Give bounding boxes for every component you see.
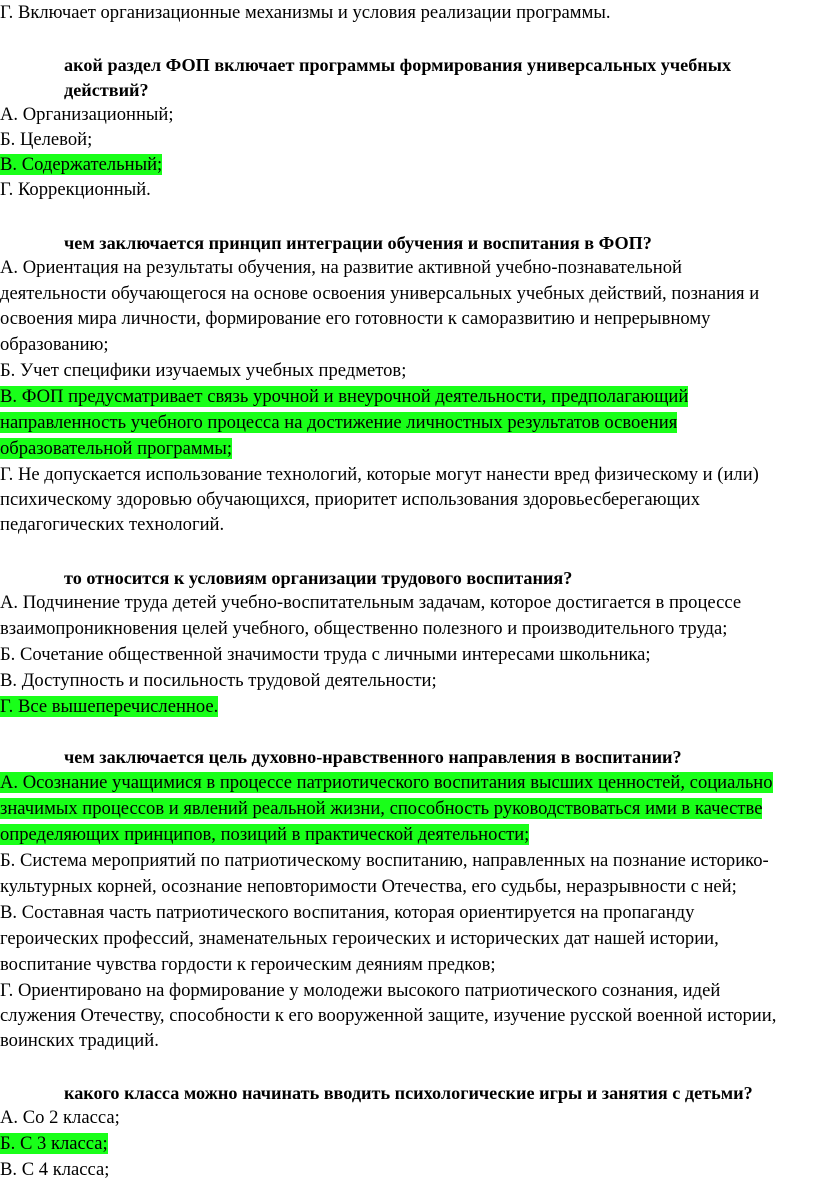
question-2-option-d-line-1: Г. Не допускается использование технологий, которые могут нанести вред физическому и (или) [0, 464, 759, 485]
question-3-option-a-line-2: взаимопроникновения целей учебного, общественно полезного и производительного труда; [0, 618, 728, 639]
question-2-option-a-line-2: деятельности обучающегося на основе освоения универсальных учебных действий, познания и [0, 283, 760, 304]
question-4-option-a-correct-line-1: А. Осознание учащимися в процессе патриотического воспитания высших ценностей, социально [0, 772, 773, 793]
question-3-option-a-line-1: А. Подчинение труда детей учебно-воспитательным задачам, которое достигается в процессе [0, 592, 742, 613]
question-4-option-b-line-2: культурных корней, осознание неповторимости Отечества, его судьбы, неразрывности с ней; [0, 876, 737, 897]
question-1-title-line-2: действий? [64, 80, 149, 100]
question-3-option-d-correct: Г. Все вышеперечисленное. [0, 696, 219, 717]
question-1-option-a: А. Организационный; [0, 104, 174, 125]
question-4-title: чем заключается цель духовно-нравственного направления в воспитании? [64, 747, 682, 767]
question-1-option-d: Г. Коррекционный. [0, 179, 151, 200]
question-4-option-a-correct-line-2: значимых процессов и явлений реальной жизни, способность руководствоваться ими в качестве [0, 798, 763, 819]
question-4-option-b-line-1: Б. Система мероприятий по патриотическому воспитанию, направленных на познание историко- [0, 850, 769, 871]
question-2-option-d-line-3: педагогических технологий. [0, 514, 225, 535]
question-4-option-c-line-2: героических профессий, знаменательных героических и исторических дат нашей истории, [0, 928, 719, 949]
question-5-title: какого класса можно начинать вводить психологические игры и занятия с детьми? [64, 1083, 753, 1103]
question-5-option-b-correct: Б. С 3 класса; [0, 1133, 108, 1154]
question-4-option-c-line-1: В. Составная часть патриотического воспитания, которая ориентируется на пропаганду [0, 902, 695, 923]
question-4-option-d-line-1: Г. Ориентировано на формирование у молодежи высокого патриотического сознания, идей [0, 980, 721, 1001]
question-2-option-a-line-1: А. Ориентация на результаты обучения, на развитие активной учебно-познавательной [0, 257, 682, 278]
question-4-option-c-line-3: воспитание чувства гордости к героическим деяниям предков; [0, 954, 496, 975]
intro-line: Г. Включает организационные механизмы и условия реализации программы. [0, 2, 611, 23]
question-3-option-b: Б. Сочетание общественной значимости труда с личными интересами школьника; [0, 644, 651, 665]
question-2-option-c-correct-line-2: направленность учебного процесса на достижение личностных результатов освоения [0, 412, 678, 433]
question-2-option-c-correct-line-1: В. ФОП предусматривает связь урочной и внеурочной деятельности, предполагающий [0, 386, 689, 407]
question-3-option-c: В. Доступность и посильность трудовой деятельности; [0, 670, 437, 691]
question-2-option-a-line-4: образованию; [0, 334, 109, 355]
question-2-title: чем заключается принцип интеграции обучения и воспитания в ФОП? [64, 233, 652, 253]
question-2-option-c-correct-line-3: образовательной программы; [0, 438, 233, 459]
question-1-title-line-1: акой раздел ФОП включает программы формирования универсальных учебных [64, 55, 732, 75]
question-3-title: то относится к условиям организации трудового воспитания? [64, 568, 573, 588]
question-2-option-d-line-2: психическому здоровью обучающихся, приоритет использования здоровьесберегающих [0, 489, 701, 510]
question-1-option-c-correct: В. Содержательный; [0, 154, 163, 175]
question-5-option-c: В. С 4 класса; [0, 1159, 110, 1180]
question-4-option-d-line-2: служения Отечеству, способности к его вооруженной защите, изучение русской военной истории, [0, 1005, 777, 1026]
question-4-option-a-correct-line-3: определяющих принципов, позиций в практической деятельности; [0, 824, 530, 845]
question-1-option-b: Б. Целевой; [0, 129, 93, 150]
question-5-option-a: А. Со 2 класса; [0, 1107, 120, 1128]
question-2-option-b: Б. Учет специфики изучаемых учебных предметов; [0, 360, 407, 381]
question-4-option-d-line-3: воинских традиций. [0, 1030, 159, 1051]
question-2-option-a-line-3: освоения мира личности, формирование его готовности к саморазвитию и непрерывному [0, 308, 711, 329]
